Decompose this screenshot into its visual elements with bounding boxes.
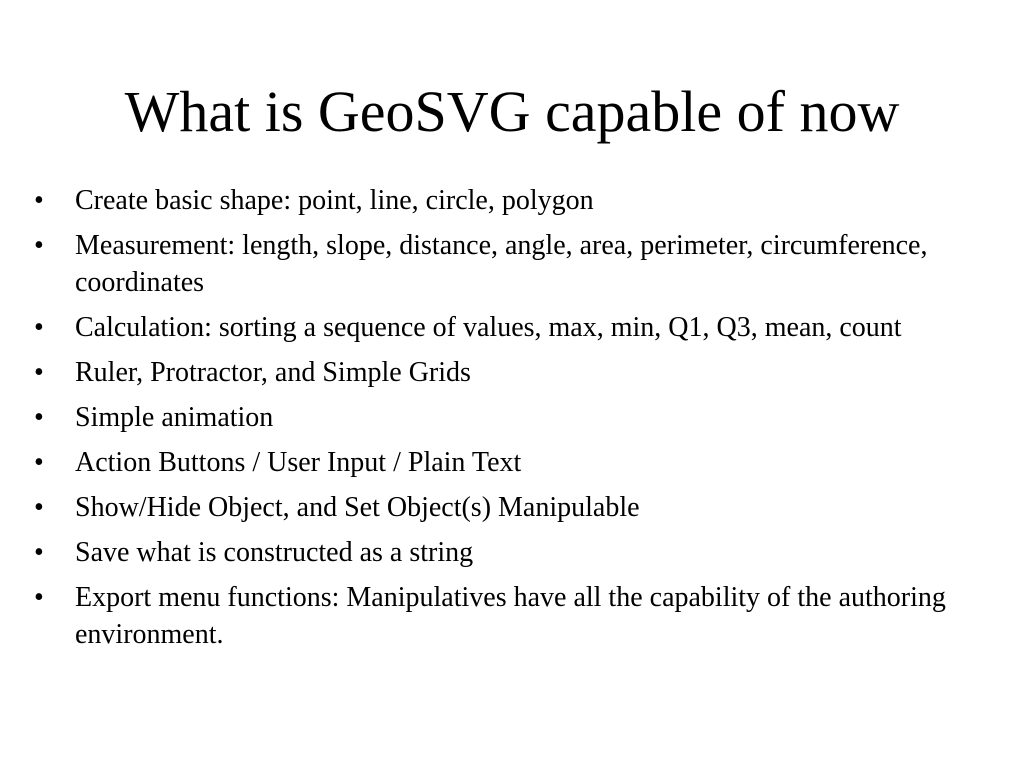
bullet-text: Save what is constructed as a string [75,537,474,568]
bullet-text: Create basic shape: point, line, circle, polygon [75,185,594,216]
bullet-dot-icon: • [34,402,44,433]
bullet-text: Simple animation [75,402,274,433]
bullet-item [34,489,1009,526]
bullet-dot-icon: • [34,492,44,523]
bullet-text: Calculation: sorting a sequence of values, max, min, Q1, Q3, mean, count [75,312,902,343]
bullet-item [34,354,1009,391]
bullet-item [34,534,1009,571]
bullet-item [34,399,1009,436]
bullet-item [34,182,1009,219]
bullet-dot-icon: • [34,230,44,261]
bullet-dot-icon: • [34,582,44,613]
slide-title: What is GeoSVG capable of now [124,79,900,144]
bullet-text: Measurement: length, slope, distance, angle, area, perimeter, circumference, coordinates [75,230,928,298]
bullet-text: Action Buttons / User Input / Plain Text [75,447,522,478]
bullet-text: Ruler, Protractor, and Simple Grids [75,357,471,388]
bullet-item [34,309,1009,346]
bullet-item [34,579,1009,653]
bullet-dot-icon: • [34,185,44,216]
bullet-dot-icon: • [34,447,44,478]
bullet-dot-icon: • [34,537,44,568]
bullet-item [34,227,1009,301]
bullet-list [34,182,1009,661]
bullet-text: Show/Hide Object, and Set Object(s) Manipulable [75,492,640,523]
bullet-item [34,444,1009,481]
bullet-dot-icon: • [34,312,44,343]
bullet-dot-icon: • [34,357,44,388]
bullet-text: Export menu functions: Manipulatives have all the capability of the authoring environment. [75,582,946,650]
